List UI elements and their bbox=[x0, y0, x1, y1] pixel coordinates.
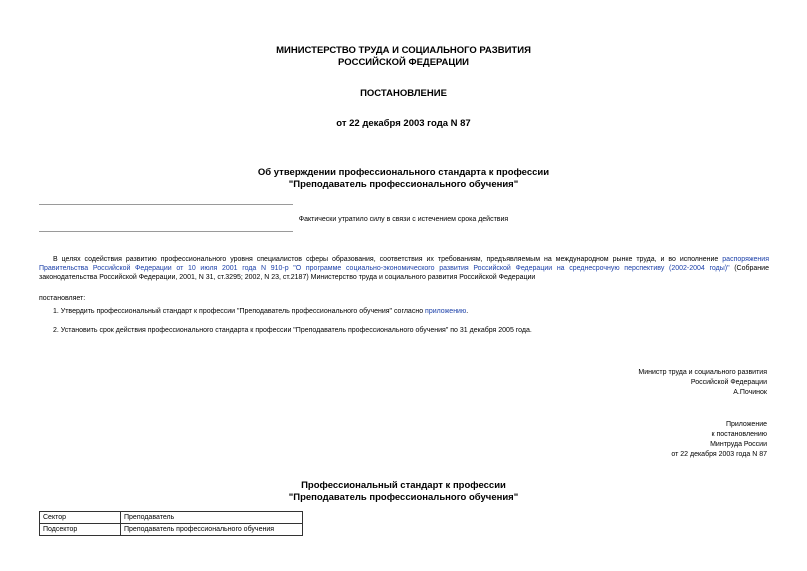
standard-title-line2: "Преподаватель профессионального обучения" bbox=[288, 492, 519, 503]
table-row bbox=[40, 512, 303, 524]
item1-end: . bbox=[466, 308, 469, 315]
ministry-name-line1: МИНИСТЕРСТВО ТРУДА И СОЦИАЛЬНОГО РАЗВИТИЯ bbox=[276, 45, 531, 56]
preamble-text-end: (Собрание законодательства Российской Федерации, 2001, N 31, ст.3295; 2002, N 23, ст.2187) Министерство труда и социального развития Российской Федерации bbox=[39, 265, 769, 281]
table-row bbox=[40, 524, 303, 536]
appendix-link[interactable]: приложению bbox=[425, 308, 467, 315]
appendix-ref: к постановлению bbox=[711, 431, 767, 438]
preamble-text-start: В целях содействия развитию профессионального уровня специалистов сферы образования, соответствия их требованиям, предъявляемым на международном рынке труда, и во исполнение bbox=[53, 256, 723, 263]
document-type: ПОСТАНОВЛЕНИЕ bbox=[360, 88, 447, 99]
resolves-label: постановляет: bbox=[39, 295, 86, 302]
document-title-line1: Об утверждении профессионального стандарта к профессии bbox=[257, 167, 550, 178]
signature-position: Министр труда и социального развития bbox=[638, 369, 767, 376]
table-cell-label: Подсектор bbox=[40, 524, 121, 536]
government-order-link[interactable]: распоряжения Правительства Российской Федерации от 10 июля 2001 года N 910-р "О программе социально-экономического развития Российской Федерации на среднесрочную перспективу (2002-2004 годы)" bbox=[39, 256, 769, 272]
ministry-name-line2: РОССИЙСКОЙ ФЕДЕРАЦИИ bbox=[337, 57, 469, 68]
table-cell-value: Преподаватель bbox=[121, 512, 303, 524]
document-date-number: от 22 декабря 2003 года N 87 bbox=[336, 118, 471, 129]
divider-top bbox=[39, 204, 293, 205]
item1-text: 1. Утвердить профессиональный стандарт к профессии "Преподаватель профессионального обучения" согласно bbox=[53, 308, 426, 315]
status-note: Фактически утратило силу в связи с истечением срока действия bbox=[298, 216, 509, 223]
appendix-date: от 22 декабря 2003 года N 87 bbox=[671, 451, 767, 458]
sector-table bbox=[39, 511, 303, 536]
appendix-label: Приложение bbox=[725, 421, 767, 428]
document-title-line2: "Преподаватель профессионального обучения" bbox=[288, 179, 519, 190]
preamble-paragraph bbox=[39, 255, 769, 282]
signature-country: Российской Федерации bbox=[690, 379, 767, 386]
resolution-item-1 bbox=[53, 307, 769, 316]
standard-title-line1: Профессиональный стандарт к профессии bbox=[301, 480, 506, 491]
resolution-item-2: 2. Установить срок действия профессионального стандарта к профессии "Преподаватель профессионального обучения" по 31 декабря 2005 года. bbox=[53, 327, 532, 334]
appendix-ministry: Минтруда России bbox=[710, 441, 767, 448]
table-cell-value: Преподаватель профессионального обучения bbox=[121, 524, 303, 536]
table-cell-label: Сектор bbox=[40, 512, 121, 524]
signature-name: А.Починок bbox=[733, 389, 767, 396]
divider-bottom bbox=[39, 231, 293, 232]
